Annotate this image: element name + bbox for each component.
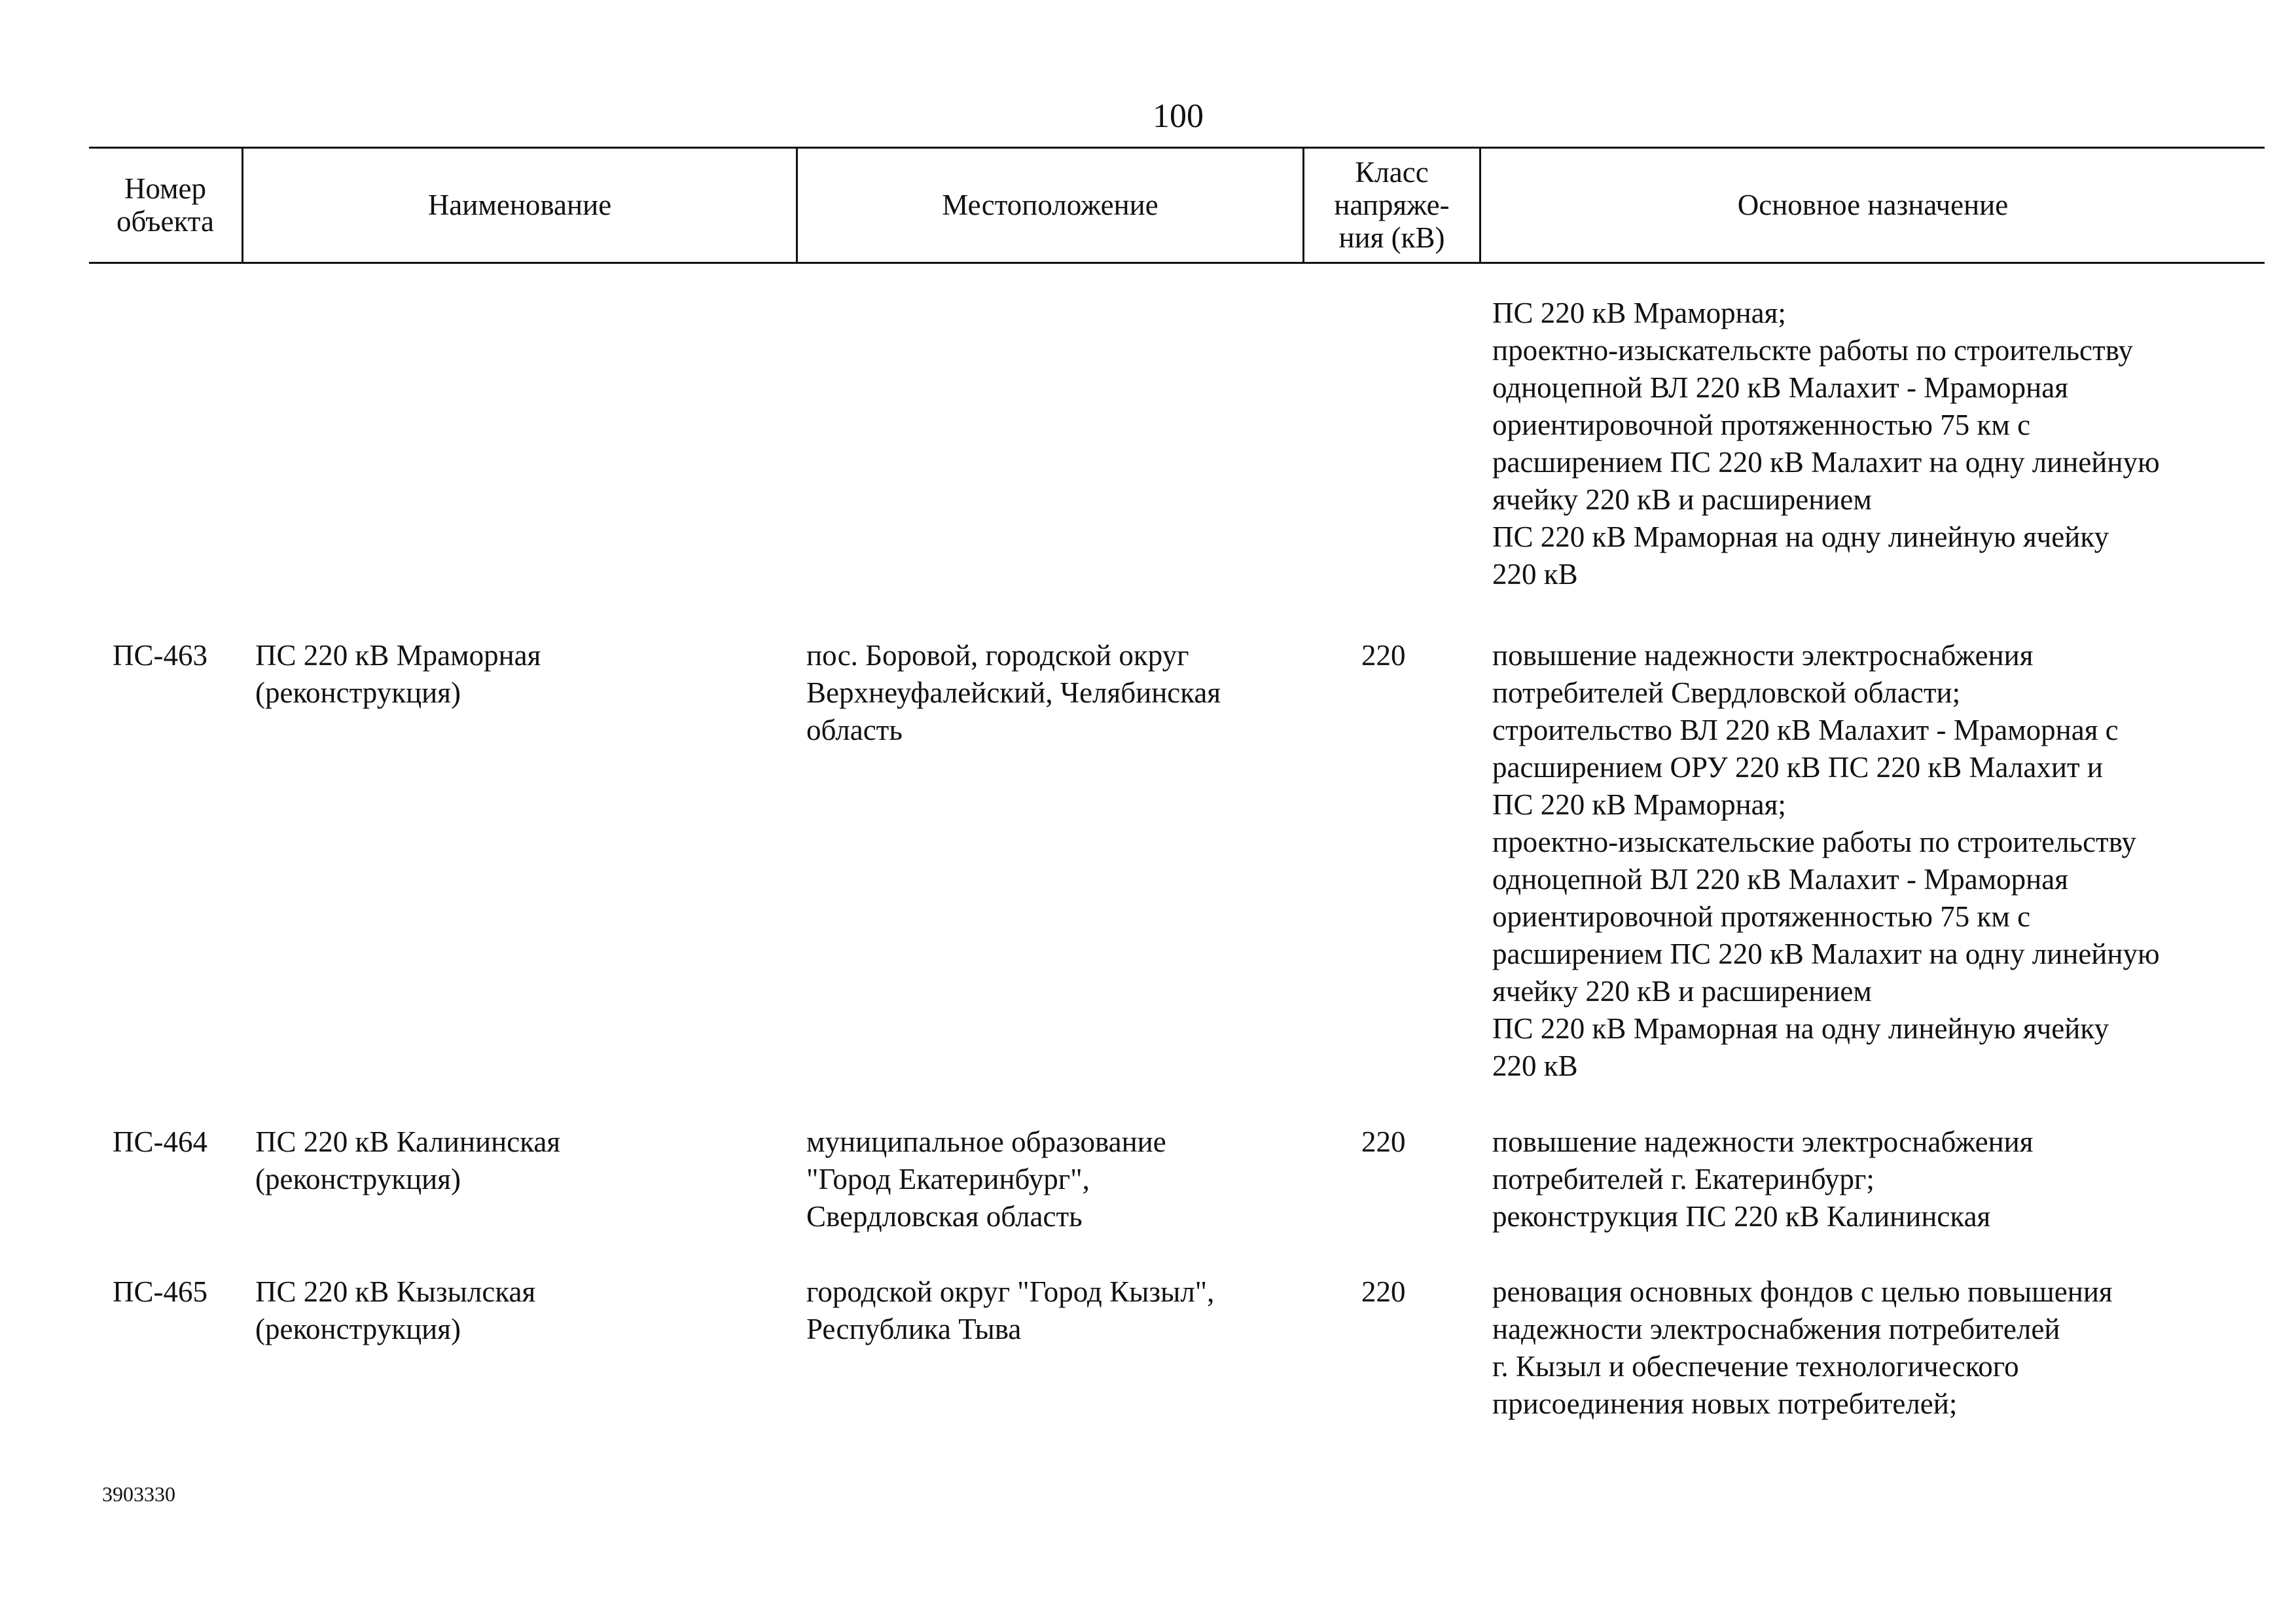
object-purpose [1492,1273,2113,1423]
header-text: Наименование [427,189,612,221]
object-name [255,637,541,712]
object-location [806,1273,1214,1348]
location-line: муниципальное образование [806,1125,1166,1158]
object-name [255,1123,560,1198]
purpose-line: потребителей г. Екатеринбург; [1492,1163,1874,1195]
purpose-line: строительство ВЛ 220 кВ Малахит - Мраморная с [1492,714,2119,746]
name-line: (реконструкция) [255,1163,461,1195]
location-line: область [806,714,903,746]
purpose-line: ячейку 220 кВ и расширением [1492,975,1872,1008]
header-purpose [1481,148,2265,262]
object-number: ПС-463 [113,639,207,672]
object-location [806,637,1221,749]
header-text: Класс [1355,156,1429,189]
location-line: Республика Тыва [806,1313,1022,1345]
purpose-line: 220 кВ [1492,558,1578,591]
header-text: объекта [117,205,214,238]
location-line: Свердловская область [806,1200,1083,1233]
purpose-line: расширением ОРУ 220 кВ ПС 220 кВ Малахит и [1492,751,2103,784]
header-voltage-class [1304,148,1479,262]
purpose-line: расширением ПС 220 кВ Малахит на одну линейную [1492,938,2160,970]
purpose-line: потребителей Свердловской области; [1492,676,1961,709]
purpose-line: ячейку 220 кВ и расширением [1492,483,1872,516]
object-location [806,1123,1166,1235]
header-text: напряже- [1334,189,1450,221]
purpose-line: г. Кызыл и обеспечение технологического [1492,1350,2019,1383]
object-number: ПС-465 [113,1275,207,1308]
purpose-line: ПС 220 кВ Мраморная на одну линейную ячейку [1492,1012,2109,1045]
purpose-line: ПС 220 кВ Мраморная; [1492,297,1786,329]
voltage-class: 220 [1361,1125,1406,1158]
purpose-line: повышение надежности электроснабжения [1492,639,2034,672]
header-location [798,148,1302,262]
location-line: городской округ "Город Кызыл", [806,1275,1215,1308]
voltage-class: 220 [1361,639,1406,672]
purpose-line: присоединения новых потребителей; [1492,1387,1958,1420]
purpose-line: ориентировочной протяженностью 75 км с [1492,900,2031,933]
header-text: Местоположение [942,189,1158,221]
purpose-line: одноцепной ВЛ 220 кВ Малахит - Мраморная [1492,863,2068,896]
purpose-line: расширением ПС 220 кВ Малахит на одну линейную [1492,446,2160,479]
header-text: Основное назначение [1737,189,2009,221]
object-purpose [1492,637,2160,1085]
location-line: "Город Екатеринбург", [806,1163,1090,1195]
name-line: ПС 220 кВ Калининская [255,1125,561,1158]
purpose-line: повышение надежности электроснабжения [1492,1125,2034,1158]
document-code: 3903330 [102,1482,175,1506]
name-line: (реконструкция) [255,1313,461,1345]
purpose-line: ПС 220 кВ Мраморная на одну линейную ячейку [1492,520,2109,553]
purpose-line: ПС 220 кВ Мраморная; [1492,788,1786,821]
object-number: ПС-464 [113,1125,207,1158]
name-line: ПС 220 кВ Мраморная [255,639,541,672]
name-line: (реконструкция) [255,676,461,709]
header-text: ния (кВ) [1338,221,1445,254]
header-name [243,148,796,262]
purpose-line: проектно-изыскательскте работы по строительству [1492,334,2133,367]
voltage-class: 220 [1361,1275,1406,1308]
object-name [255,1273,535,1348]
purpose-line: реконструкция ПС 220 кВ Калининская [1492,1200,1991,1233]
purpose-line: реновация основных фондов с целью повышения [1492,1275,2113,1308]
location-line: Верхнеуфалейский, Челябинская [806,676,1221,709]
purpose-line: ориентировочной протяженностью 75 км с [1492,409,2031,441]
page-number: 100 [1153,98,1204,135]
purpose-line: надежности электроснабжения потребителей [1492,1313,2060,1345]
purpose-line: проектно-изыскательские работы по строительству [1492,826,2136,858]
header-text: Номер [124,172,207,205]
purpose-line: 220 кВ [1492,1049,1578,1082]
purpose-line: одноцепной ВЛ 220 кВ Малахит - Мраморная [1492,371,2068,404]
header-object-number [89,148,242,262]
continuation-purpose [1492,295,2160,593]
object-purpose [1492,1123,2033,1235]
location-line: пос. Боровой, городской округ [806,639,1189,672]
table-header-bottom-rule [89,262,2265,264]
name-line: ПС 220 кВ Кызылская [255,1275,536,1308]
